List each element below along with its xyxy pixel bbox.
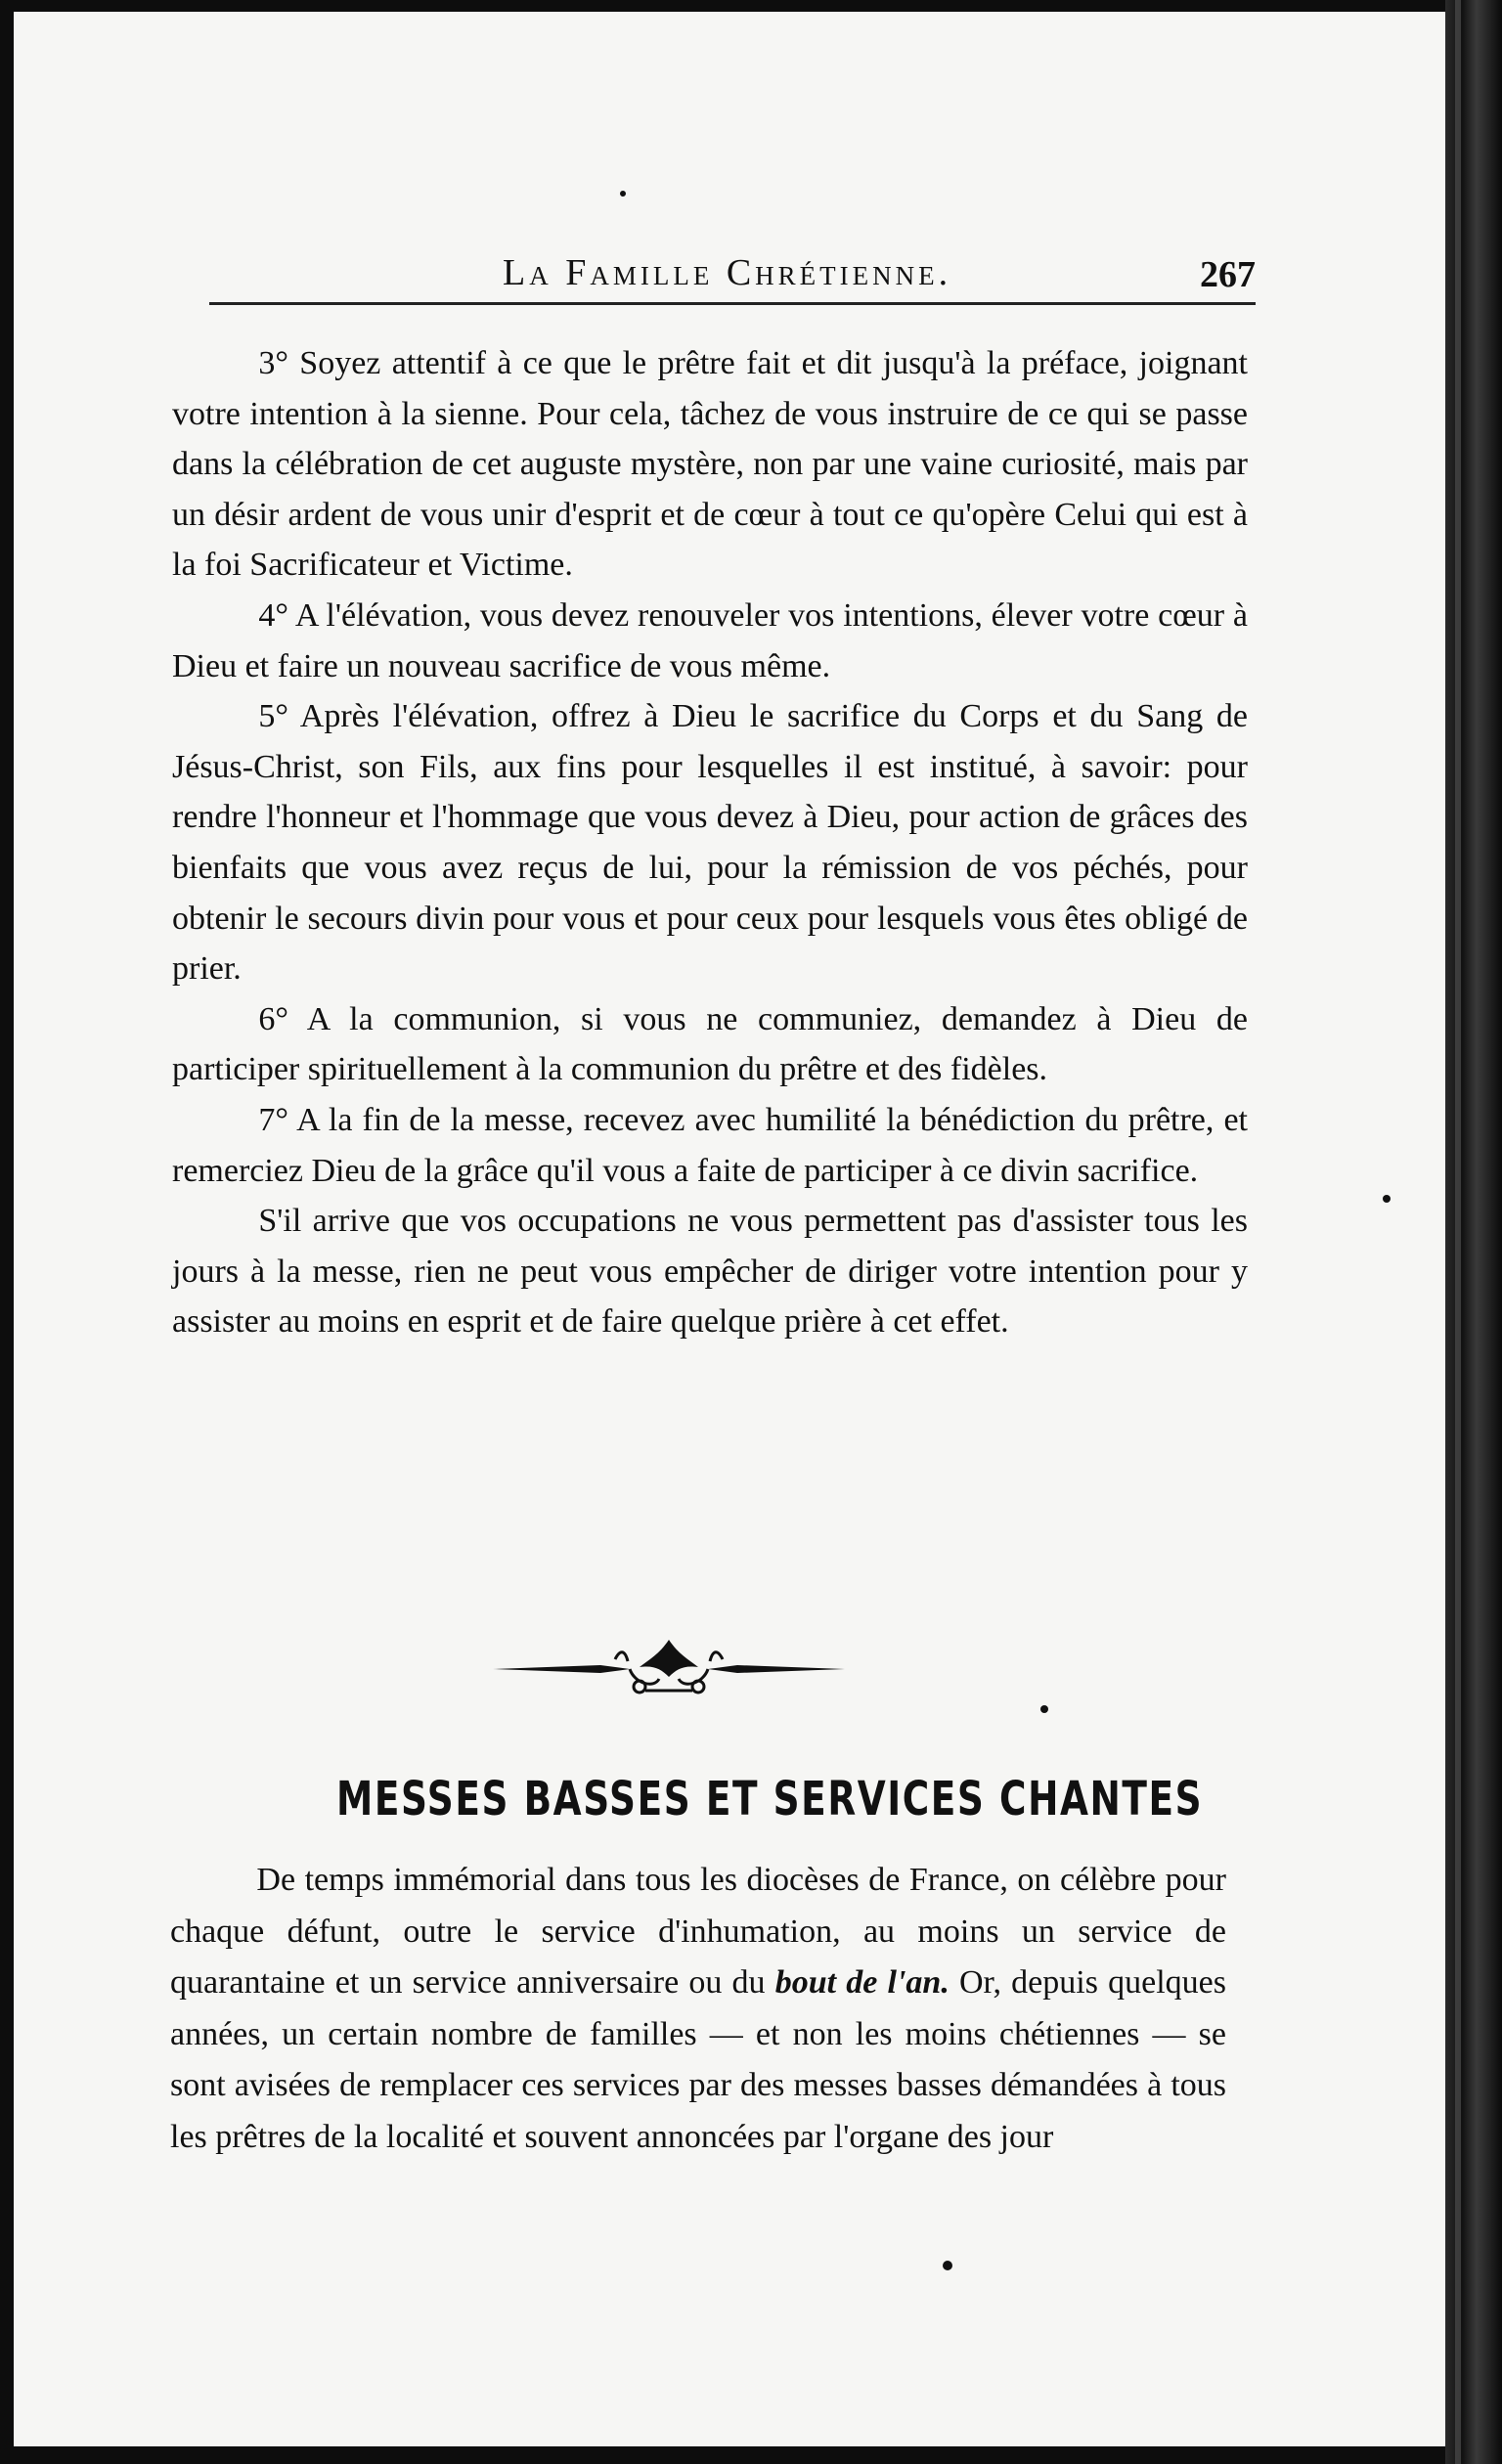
book-edge xyxy=(1445,0,1502,2464)
section-paragraph-start: De temps immémorial dans tous les diocèses de France, on célèbre pour chaque défunt, outre le service d'inhumation, au moins un service de quarantaine et un service anniversaire ou du xyxy=(170,1862,1226,2001)
page-body xyxy=(172,338,1248,1347)
specks xyxy=(1383,1195,1391,1203)
edge-strip xyxy=(1455,0,1461,2464)
header-rule xyxy=(209,302,1256,305)
specks xyxy=(620,191,626,197)
page-number: 267 xyxy=(1200,254,1256,295)
section-body xyxy=(170,1855,1226,2163)
specks xyxy=(943,2261,952,2270)
section-title: MESSES BASSES ET SERVICES CHANTES xyxy=(336,1772,1204,1826)
paragraph-3: 3° Soyez attentif à ce que le prêtre fait et dit jusqu'à la préface, joignant votre intention à la sienne. Pour cela, tâchez de vous instruire de ce qui se passe dans la célébration de cet auguste mystère, non par une vaine curiosité, mais par un désir ardent de vous unir d'esprit et de cœur à tout ce qu'opère Celui qui est à la foi Sacrificateur et Victime. xyxy=(172,345,1248,584)
section-paragraph xyxy=(170,1855,1226,2163)
paragraph-6: 6° A la communion, si vous ne communiez, demandez à Dieu de participer spirituellement à la communion du prêtre et des fidèles. xyxy=(172,1000,1248,1088)
running-title: La Famille Chrétienne. xyxy=(503,252,952,293)
page-header xyxy=(209,251,1256,310)
section-paragraph-emphasis: bout de l'an. xyxy=(774,1964,950,2001)
specks xyxy=(1040,1705,1048,1713)
book-page xyxy=(14,12,1447,2446)
paragraph-5: 5° Après l'élévation, offrez à Dieu le sacrifice du Corps et du Sang de Jésus-Christ, son Fils, aux fins pour lesquelles il est institué, à savoir: pour rendre l'honneur et l'hommage que vous devez à Dieu, pour action de grâces des bienfaits que vous avez reçus de lui, pour la rémission de vos péchés, pour obtenir le secours divin pour vous et pour ceux pour lesquels vous êtes obligé de prier. xyxy=(172,698,1248,988)
fleuron-ornament xyxy=(493,1630,845,1708)
paragraph-7: 7° A la fin de la messe, recevez avec humilité la bénédiction du prêtre, et remerciez Dieu de la grâce qu'il vous a faite de participer à ce divin sacrifice. xyxy=(172,1101,1248,1189)
section-paragraph-end: Or, depuis quelques années, un certain nombre de familles — et non les moins chétiennes — se sont avisées de remplacer ces services par des messes basses démandées à tous les prêtres de la localité et souvent annoncées par l'organe des jour xyxy=(170,1964,1226,2155)
paragraph-closing: S'il arrive que vos occupations ne vous permettent pas d'assister tous les jours à la messe, rien ne peut vous empêcher de diriger votre intention pour y assister au moins en esprit et de faire quelque prière à cet effet. xyxy=(172,1203,1248,1341)
paragraph-4: 4° A l'élévation, vous devez renouveler vos intentions, élever votre cœur à Dieu et faire un nouveau sacrifice de vous même. xyxy=(172,596,1248,684)
